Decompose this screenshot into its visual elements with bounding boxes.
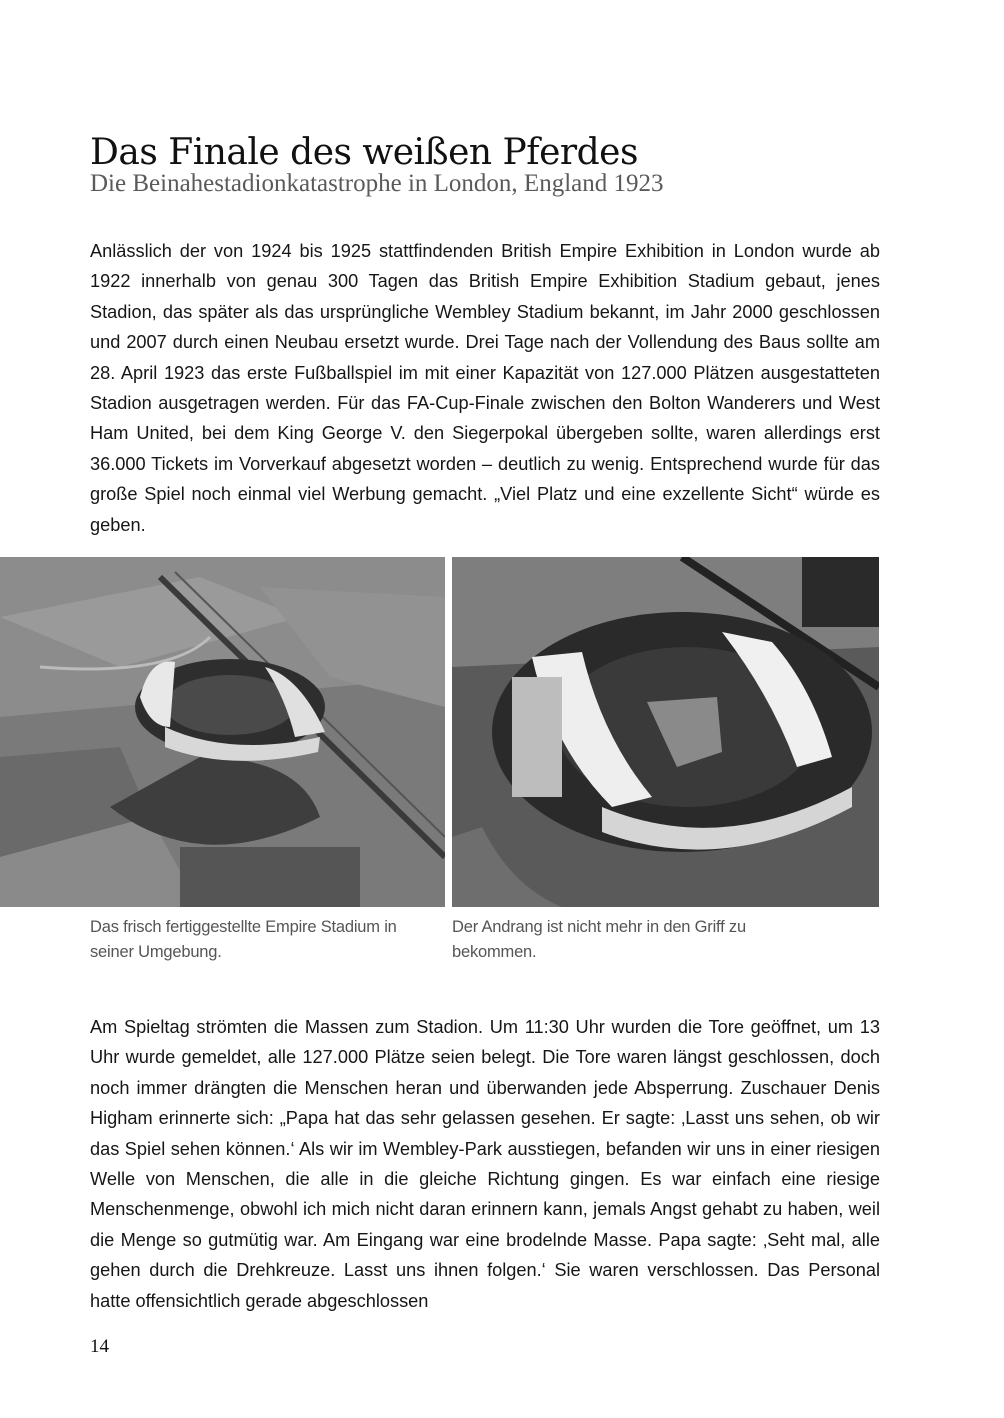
photo-stadium-crowd — [452, 557, 879, 907]
photo-stadium-surroundings — [0, 557, 445, 907]
page-number: 14 — [90, 1336, 109, 1357]
chapter-subtitle: Die Beinahestadionkatastrophe in London, England 1923 — [90, 170, 664, 197]
aerial-photo-image-2 — [452, 557, 879, 907]
figure-caption-1: Das frisch fertiggestellte Empire Stadium in seiner Umgebung. — [90, 918, 397, 961]
aerial-photo-image-1 — [0, 557, 445, 907]
chapter-title: Das Finale des weißen Pferdes — [90, 132, 638, 174]
body-paragraph-2: Am Spieltag strömten die Massen zum Stadion. Um 11:30 Uhr wurden die Tore geöffnet, um 13 Uhr wurde gemeldet, alle 127.000 Plätze seien belegt. Die Tore waren längst geschlossen, doch noch immer drängten die Menschen heran und überwanden jede Absperrung. Zuschauer Denis Higham erinnerte sich: „Papa hat das sehr gelassen gesehen. Er sagte: ‚Lasst uns sehen, ob wir das Spiel sehen können.‘ Als wir im Wembley-Park ausstiegen, befanden wir uns in einer riesigen Welle von Menschen, die alle in die gleiche Richtung gingen. Es war einfach eine riesige Menschenmenge, obwohl ich mich nicht daran erinnern kann, jemals Angst gehabt zu haben, weil die Menge so gutmütig war. Am Eingang war eine brodelnde Masse. Papa sagte: ‚Seht mal, alle gehen durch die Drehkreuze. Lasst uns ihnen folgen.‘ Sie waren verschlossen. Das Personal hatte offensichtlich gerade abgeschlossen — [90, 1017, 880, 1311]
figure-caption-2: Der Andrang ist nicht mehr in den Griff zu bekommen. — [452, 918, 746, 961]
body-paragraph-1: Anlässlich der von 1924 bis 1925 stattfindenden British Empire Exhibition in London wurde ab 1922 innerhalb von genau 300 Tagen das British Empire Exhibition Stadium gebaut, jenes Stadion, das später als das ursprüngliche Wembley Stadium bekannt, im Jahr 2000 geschlossen und 2007 durch einen Neubau ersetzt wurde. Drei Tage nach der Vollendung des Baus sollte am 28. April 1923 das erste Fußballspiel im mit einer Kapazität von 127.000 Plätzen ausgestatteten Stadion ausgetragen werden. Für das FA-Cup-Finale zwischen den Bolton Wanderers und West Ham United, bei dem King George V. den Siegerpokal übergeben sollte, waren allerdings erst 36.000 Tickets im Vorverkauf abgesetzt worden – deutlich zu wenig. Entsprechend wurde für das große Spiel noch einmal viel Werbung gemacht. „Viel Platz und eine exzellente Sicht“ würde es geben. — [90, 241, 880, 535]
